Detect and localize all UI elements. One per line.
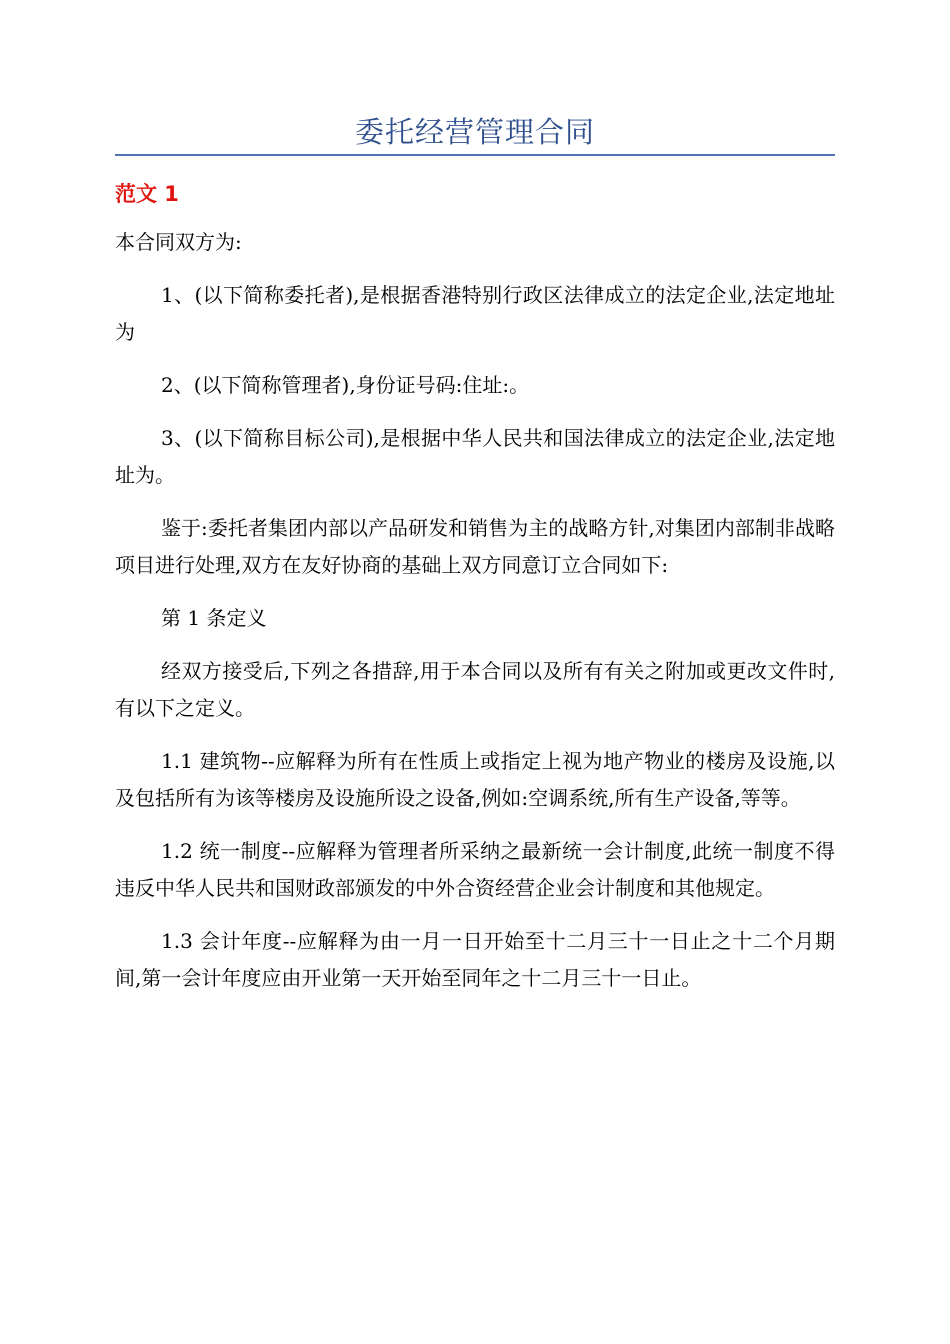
document-body (115, 224, 835, 1013)
paragraph-parties-intro: 本合同双方为: (115, 230, 242, 254)
paragraph-party-2: 2、(以下简称管理者),身份证号码:住址:。 (161, 373, 530, 397)
clause-1-2: 1.2 统一制度--应解释为管理者所采纳之最新统一会计制度,此统一制度不得违反中华人民共和国财政部颁发的中外合资经营企业会计制度和其他规定。 (115, 839, 835, 900)
clause-1-3: 1.3 会计年度--应解释为由一月一日开始至十二月三十一日止之十二个月期间,第一会计年度应由开业第一天开始至同年之十二月三十一日止。 (115, 929, 835, 990)
article-1-heading: 第 1 条定义 (161, 606, 267, 630)
clause-1-1: 1.1 建筑物--应解释为所有在性质上或指定上视为地产物业的楼房及设施,以及包括所有为该等楼房及设施所设之设备,例如:空调系统,所有生产设备,等等。 (115, 749, 835, 810)
paragraph-definitions-intro: 经双方接受后,下列之各措辞,用于本合同以及所有有关之附加或更改文件时,有以下之定义。 (115, 659, 835, 720)
paragraph-party-1: 1、(以下简称委托者),是根据香港特别行政区法律成立的法定企业,法定地址为 (115, 283, 835, 344)
document-title: 委托经营管理合同 (354, 115, 595, 149)
paragraph-whereas: 鉴于:委托者集团内部以产品研发和销售为主的战略方针,对集团内部制非战略项目进行处理,双方在友好协商的基础上双方同意订立合同如下: (115, 516, 835, 577)
paragraph-party-3: 3、(以下简称目标公司),是根据中华人民共和国法律成立的法定企业,法定地址为。 (115, 426, 835, 487)
title-underline (115, 154, 835, 156)
section-heading: 范文 1 (115, 182, 179, 206)
